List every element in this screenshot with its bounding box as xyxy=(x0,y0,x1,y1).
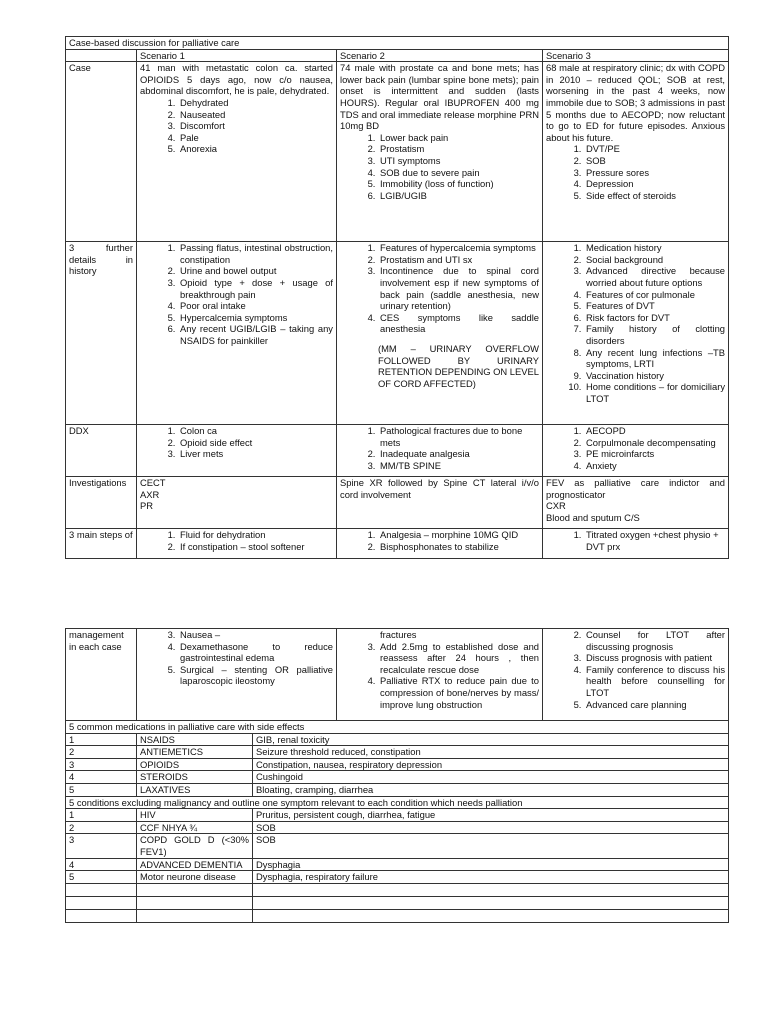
ddx-scenario-2 xyxy=(337,425,543,477)
list-item: 3. Incontinence due to spinal cord involvement esp if new symptoms of back pain (saddle anesthesia, new urinary retention) xyxy=(378,265,539,311)
list-item: 1. DVT/PE xyxy=(584,143,725,155)
list-item: 5. Features of DVT xyxy=(584,300,725,312)
management-s1-list-top xyxy=(140,529,333,552)
table-row xyxy=(66,733,729,746)
table-row xyxy=(66,834,729,858)
list-item: 5. Immobility (loss of function) xyxy=(378,178,539,190)
list-item: 4. Anxiety xyxy=(584,460,725,472)
investigation-line: AXR xyxy=(140,488,160,500)
list-item: 5. Anorexia xyxy=(178,143,333,155)
list-item: 8. Any recent lung infections –TB symptoms, LRTI xyxy=(584,347,725,370)
history-s3-list xyxy=(546,242,725,404)
list-item: 4. CES symptoms like saddle anesthesia xyxy=(378,312,539,335)
case-scenario-2 xyxy=(337,62,543,242)
medication-name: OPIOIDS xyxy=(137,758,253,771)
header-blank xyxy=(66,49,137,62)
list-item: 4. Poor oral intake xyxy=(178,300,333,312)
investigation-line: Blood and sputum C/S xyxy=(546,511,640,523)
medication-side-effect: Constipation, nausea, respiratory depression xyxy=(253,758,729,771)
management-scenario-2-bottom xyxy=(337,629,543,721)
table-row xyxy=(66,783,729,796)
case-scenario-3 xyxy=(543,62,729,242)
row-label-investigations: Investigations xyxy=(66,477,137,529)
ddx-scenario-3 xyxy=(543,425,729,477)
list-item: 2. Inadequate analgesia xyxy=(378,448,539,460)
header-scenario-1: Scenario 1 xyxy=(137,49,337,62)
condition-number: 2 xyxy=(66,821,137,834)
case-s2-text: 74 male with prostate ca and bone mets; has lower back pain (lumbar spine bone mets); pain onset is intermittent and sudden (lasts HOURS). Regular oral IBUPROFEN 400 mg TDS and oral immediate release morphine PRN 10mg BD xyxy=(340,62,539,132)
management-s3-list-top xyxy=(546,529,725,552)
condition-number: 1 xyxy=(66,809,137,822)
list-item: 3. Opioid type + dose + usage of breakthrough pain xyxy=(178,277,333,300)
management-s2-list-top xyxy=(340,529,539,552)
list-item: 1. AECOPD xyxy=(584,425,725,437)
table-row xyxy=(66,771,729,784)
ddx-scenario-1 xyxy=(137,425,337,477)
list-item: 4. Family conference to discuss his health before counselling for LTOT xyxy=(584,664,725,699)
list-item: 1. Lower back pain xyxy=(378,132,539,144)
list-item: 5. Side effect of steroids xyxy=(584,190,725,202)
condition-name: CCF NHYA ¾ xyxy=(137,821,253,834)
medication-number: 1 xyxy=(66,733,137,746)
history-s1-list xyxy=(140,242,333,346)
table-row xyxy=(66,746,729,759)
empty-row xyxy=(66,896,729,909)
condition-symptom: Dysphagia, respiratory failure xyxy=(253,871,729,884)
investigation-line: PR xyxy=(140,500,154,512)
ddx-s3-list xyxy=(546,425,725,471)
list-item: 6. Any recent UGIB/LGIB – taking any NSAIDS for painkiller xyxy=(178,323,333,346)
list-item: 3. PE microinfarcts xyxy=(584,448,725,460)
list-item: 4. Features of cor pulmonale xyxy=(584,289,725,301)
list-item: 3. Discuss prognosis with patient xyxy=(584,652,725,664)
investigation-line: FEV as palliative care indictor and prognosticator xyxy=(546,477,726,500)
medication-number: 3 xyxy=(66,758,137,771)
list-item: 3. Advanced directive because worried about future options xyxy=(584,265,725,288)
management-scenario-3-bottom xyxy=(543,629,729,721)
list-item: 4. SOB due to severe pain xyxy=(378,167,539,179)
condition-name: Motor neurone disease xyxy=(137,871,253,884)
list-item: 1. Colon ca xyxy=(178,425,333,437)
list-item: 3. Discomfort xyxy=(178,120,333,132)
history-scenario-1 xyxy=(137,242,337,425)
list-item: 1. Passing flatus, intestinal obstruction, constipation xyxy=(178,242,333,265)
management-s3-list-bottom xyxy=(546,629,725,710)
list-item: 3. Liver mets xyxy=(178,448,333,460)
condition-symptom: SOB xyxy=(253,821,729,834)
row-label-ddx: DDX xyxy=(66,425,137,477)
investigation-line: CXR xyxy=(546,500,566,512)
case-scenario-1 xyxy=(137,62,337,242)
condition-number: 3 xyxy=(66,834,137,858)
row-label-history: 3 further details in history xyxy=(66,242,137,425)
header-scenario-3: Scenario 3 xyxy=(543,49,729,62)
list-item: 2. Opioid side effect xyxy=(178,437,333,449)
list-item: 1. Features of hypercalcemia symptoms xyxy=(378,242,539,254)
history-scenario-3 xyxy=(543,242,729,425)
list-item: 2. Social background xyxy=(584,254,725,266)
list-item: 4. Pale xyxy=(178,132,333,144)
list-item: 10. Home conditions – for domiciliary LTOT xyxy=(584,381,725,404)
list-item: 5. Surgical – stenting OR palliative laparoscopic ileostomy xyxy=(178,664,333,687)
list-item: 2. Counsel for LTOT after discussing prognosis xyxy=(584,629,725,652)
list-item: 3. Nausea – xyxy=(178,629,333,641)
list-item: 2. SOB xyxy=(584,155,725,167)
list-item: 6. Risk factors for DVT xyxy=(584,312,725,324)
list-item: 2. Prostatism xyxy=(378,143,539,155)
table-row xyxy=(66,871,729,884)
empty-row xyxy=(66,909,729,922)
medication-name: STEROIDS xyxy=(137,771,253,784)
medication-name: ANTIEMETICS xyxy=(137,746,253,759)
management-scenario-1-top xyxy=(137,529,337,559)
medication-number: 4 xyxy=(66,771,137,784)
investigations-scenario-3 xyxy=(543,477,729,529)
table-row xyxy=(66,821,729,834)
empty-row xyxy=(66,883,729,896)
list-item: 1. Analgesia – morphine 10MG QID xyxy=(378,529,539,541)
condition-number: 5 xyxy=(66,871,137,884)
case-s1-list xyxy=(140,97,333,155)
management-scenario-3-top xyxy=(543,529,729,559)
list-item: 3. MM/TB SPINE xyxy=(378,460,539,472)
list-item: 5. Advanced care planning xyxy=(584,699,725,711)
ddx-s1-list xyxy=(140,425,333,460)
management-scenario-1-bottom xyxy=(137,629,337,721)
list-item: 3. Add 2.5mg to established dose and reassess after 24 hours , then recalculate rescue dose xyxy=(378,641,539,676)
condition-name: ADVANCED DEMENTIA xyxy=(137,858,253,871)
history-scenario-2 xyxy=(337,242,543,425)
case-s1-text: 41 man with metastatic colon ca. started OPIOIDS 5 days ago, now c/o nausea, abdominal discomfort, he is pale, dehydrated. xyxy=(140,62,333,97)
case-s3-text: 68 male at respiratory clinic; dx with COPD in 2010 – reduced QOL; SOB at rest, worsening in the past 4 weeks, now immobile due to SOB; 3 admissions in past 5 months due to AECOPD; now reluctant to go to ED for future episodes. Anxious about his future. xyxy=(546,62,726,143)
list-item: 1. Pathological fractures due to bone mets xyxy=(378,425,539,448)
investigations-scenario-2: Spine XR followed by Spine CT lateral i/v/o cord involvement xyxy=(337,477,543,529)
list-item: 1. Fluid for dehydration xyxy=(178,529,333,541)
list-item: 1. Medication history xyxy=(584,242,725,254)
ddx-s2-list xyxy=(340,425,539,471)
investigations-scenario-1 xyxy=(137,477,337,529)
palliative-care-table-part1 xyxy=(65,36,729,559)
condition-symptom: Pruritus, persistent cough, diarrhea, fatigue xyxy=(253,809,729,822)
list-item: 2. Urine and bowel output xyxy=(178,265,333,277)
investigation-line: CECT xyxy=(140,477,166,489)
case-s2-list xyxy=(340,132,539,202)
medication-side-effect: Seizure threshold reduced, constipation xyxy=(253,746,729,759)
conditions-heading: 5 conditions excluding malignancy and outline one symptom relevant to each condition which needs palliation xyxy=(66,796,729,809)
list-item: 9. Vaccination history xyxy=(584,370,725,382)
list-item: 7. Family history of clotting disorders xyxy=(584,323,725,346)
medication-name: NSAIDS xyxy=(137,733,253,746)
row-label-management-bottom: management in each case xyxy=(66,629,137,721)
condition-symptom: SOB xyxy=(253,834,729,858)
list-item: 4. Palliative RTX to reduce pain due to compression of bone/nerves by mass/ improve lung obstruction xyxy=(378,675,539,710)
list-item: 2. Nauseated xyxy=(178,109,333,121)
list-item: 5. Hypercalcemia symptoms xyxy=(178,312,333,324)
table-row xyxy=(66,858,729,871)
history-s2-note: (MM – URINARY OVERFLOW FOLLOWED BY URINARY RETENTION DEPENDING ON LEVEL OF CORD AFFECTED) xyxy=(378,342,539,389)
case-s3-list xyxy=(546,143,725,201)
medication-name: LAXATIVES xyxy=(137,783,253,796)
medication-side-effect: Cushingoid xyxy=(253,771,729,784)
list-item: 1. Dehydrated xyxy=(178,97,333,109)
table-row xyxy=(66,809,729,822)
medication-side-effect: Bloating, cramping, diarrhea xyxy=(253,783,729,796)
list-item: 4. Dexamethasone to reduce gastrointestinal edema xyxy=(178,641,333,664)
medication-number: 5 xyxy=(66,783,137,796)
list-item: 2. Corpulmonale decompensating xyxy=(584,437,725,449)
list-item: 1. Titrated oxygen +chest physio + DVT prx xyxy=(584,529,725,552)
condition-name: COPD GOLD D (<30% FEV1) xyxy=(137,834,253,858)
list-item: 4. Depression xyxy=(584,178,725,190)
management-s2-list-bottom xyxy=(340,641,539,711)
management-s1-list-bottom xyxy=(140,629,333,687)
header-scenario-2: Scenario 2 xyxy=(337,49,543,62)
management-scenario-2-top xyxy=(337,529,543,559)
table-row xyxy=(66,758,729,771)
list-item: 2. If constipation – stool softener xyxy=(178,541,333,553)
condition-name: HIV xyxy=(137,809,253,822)
medication-side-effect: GIB, renal toxicity xyxy=(253,733,729,746)
list-item: 3. UTI symptoms xyxy=(378,155,539,167)
row-label-case: Case xyxy=(66,62,137,242)
row-label-management-top: 3 main steps of xyxy=(66,529,137,559)
history-s2-list xyxy=(340,242,539,335)
medications-heading: 5 common medications in palliative care with side effects xyxy=(66,721,729,734)
palliative-care-table-part2 xyxy=(65,628,729,923)
condition-number: 4 xyxy=(66,858,137,871)
list-item: 2. Bisphosphonates to stabilize xyxy=(378,541,539,553)
management-s2-continued: fractures xyxy=(380,629,417,640)
table-title: Case-based discussion for palliative care xyxy=(66,37,729,50)
condition-symptom: Dysphagia xyxy=(253,858,729,871)
medication-number: 2 xyxy=(66,746,137,759)
list-item: 6. LGIB/UGIB xyxy=(378,190,539,202)
list-item: 2. Prostatism and UTI sx xyxy=(378,254,539,266)
list-item: 3. Pressure sores xyxy=(584,167,725,179)
